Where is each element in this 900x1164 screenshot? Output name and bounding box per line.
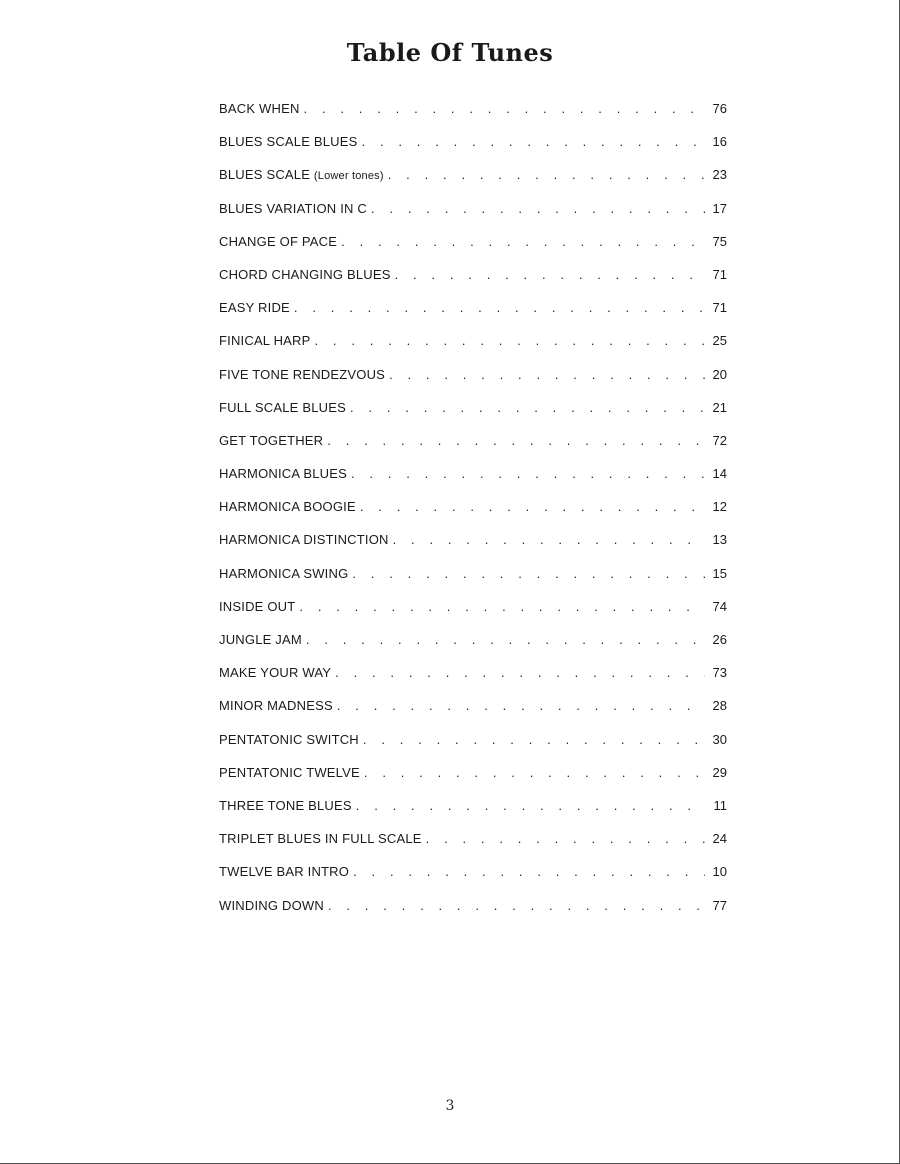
tune-title-text: THREE TONE BLUES: [219, 797, 352, 813]
tune-title: [219, 590, 299, 623]
dot-leader: [306, 623, 705, 656]
toc-entry: [219, 490, 727, 523]
tune-title: [219, 689, 337, 722]
tune-page-number: 11: [713, 797, 727, 813]
toc-entry: [219, 192, 727, 225]
tune-page-number: 71: [712, 266, 727, 282]
tune-title-text: HARMONICA BOOGIE: [219, 499, 356, 515]
tune-page-number: 13: [712, 532, 727, 548]
tune-page-number: 73: [712, 665, 727, 681]
tune-page-number: 29: [712, 764, 727, 780]
tune-page-number: 24: [712, 831, 727, 847]
tune-title-text: GET TOGETHER: [219, 432, 324, 448]
tune-title: [219, 855, 353, 888]
dot-leader: [337, 689, 705, 722]
tune-title-text: FULL SCALE BLUES: [219, 399, 346, 415]
dot-leader: [350, 391, 705, 424]
toc-entry: [219, 358, 727, 391]
tune-page-number: 12: [712, 499, 727, 515]
tune-page-number: 14: [712, 466, 727, 482]
toc-entry: [219, 92, 727, 125]
dot-leader: [362, 125, 705, 158]
toc-entry: [219, 125, 727, 158]
tune-title: [219, 490, 360, 523]
toc-entry: [219, 822, 727, 855]
dot-leader: [393, 523, 705, 556]
tune-title: [219, 92, 304, 125]
page-title: Table Of Tunes: [346, 38, 554, 67]
tune-title-text: HARMONICA SWING: [219, 565, 349, 581]
tune-title-text: TWELVE BAR INTRO: [219, 864, 350, 880]
tune-title: [219, 523, 393, 556]
dot-leader: [304, 92, 705, 125]
tune-title-text: TRIPLET BLUES IN FULL SCALE: [219, 831, 422, 847]
tune-page-number: 25: [712, 333, 727, 349]
toc-entry: [219, 656, 727, 689]
tune-title-text: HARMONICA BLUES: [219, 466, 347, 482]
tune-page-number: 30: [712, 731, 727, 747]
tune-title-text: PENTATONIC TWELVE: [219, 764, 360, 780]
tune-title: [219, 723, 363, 756]
dot-leader: [327, 424, 705, 457]
toc-entry: [219, 557, 727, 590]
tune-title: [219, 358, 389, 391]
dot-leader: [352, 557, 705, 590]
tune-title-text: BACK WHEN: [219, 101, 300, 116]
dot-leader: [388, 158, 705, 191]
dot-leader: [389, 358, 705, 391]
tune-title-text: INSIDE OUT: [219, 598, 296, 614]
tune-page-number: 21: [712, 399, 727, 415]
dot-leader: [395, 258, 705, 291]
tune-title-note: (Lower tones): [313, 170, 384, 183]
tune-title: [219, 557, 352, 590]
toc-entry: [219, 756, 727, 789]
tune-title: [219, 258, 395, 291]
page-number: 3: [445, 1098, 455, 1114]
toc-entry: [219, 457, 727, 490]
tune-page-number: 28: [712, 698, 727, 714]
tune-title: [219, 158, 388, 191]
toc-entry: [219, 291, 727, 324]
tune-page-number: 72: [712, 432, 727, 448]
tune-title: [219, 756, 364, 789]
tune-page-number: 74: [712, 598, 727, 614]
tune-title: [219, 822, 426, 855]
tune-title: [219, 889, 328, 922]
toc-entry: [219, 689, 727, 722]
dot-leader: [351, 457, 705, 490]
tune-title-text: WINDING DOWN: [219, 897, 324, 913]
toc-entry: [219, 391, 727, 424]
dot-leader: [426, 822, 705, 855]
tune-title: [219, 424, 327, 457]
dot-leader: [335, 656, 705, 689]
tune-title: [219, 789, 356, 822]
tune-title-text: FIVE TONE RENDEZVOUS: [219, 366, 386, 382]
tune-page-number: 16: [712, 134, 727, 150]
toc-entry: [219, 225, 727, 258]
toc-entry: [219, 623, 727, 656]
tune-title-text: CHORD CHANGING BLUES: [219, 266, 391, 282]
tune-title-text: EASY RIDE: [219, 300, 290, 316]
tune-title-text: FINICAL HARP: [219, 333, 311, 349]
dot-leader: [360, 490, 705, 523]
tune-title: [219, 623, 306, 656]
tune-title: [219, 125, 362, 158]
tune-title-text: BLUES SCALE: [219, 167, 311, 183]
tune-title-text: PENTATONIC SWITCH: [219, 731, 359, 747]
tune-title: [219, 225, 341, 258]
tune-page-number: 77: [712, 897, 727, 913]
toc-entry: [219, 590, 727, 623]
tune-title-text: HARMONICA DISTINCTION: [219, 532, 389, 548]
dot-leader: [315, 324, 706, 357]
tune-page-number: 26: [712, 632, 727, 647]
tune-title-text: JUNGLE JAM: [219, 632, 302, 647]
dot-leader: [353, 855, 705, 888]
dot-leader: [328, 889, 705, 922]
dot-leader: [341, 225, 705, 258]
tune-page-number: 23: [712, 167, 727, 183]
dot-leader: [356, 789, 705, 822]
tune-page-number: 15: [712, 565, 727, 581]
tune-page-number: 17: [712, 200, 727, 216]
tune-title-text: CHANGE OF PACE: [219, 233, 338, 249]
toc-entry: [219, 258, 727, 291]
toc-entry: [219, 889, 727, 922]
tune-page-number: 76: [712, 101, 727, 116]
dot-leader: [371, 192, 705, 225]
toc-entry: [219, 855, 727, 888]
toc-entry: [219, 723, 727, 756]
toc-entry: [219, 158, 727, 191]
tune-page-number: 71: [712, 300, 727, 316]
tune-title-text: BLUES SCALE BLUES: [219, 134, 358, 150]
table-of-tunes-list: [219, 92, 727, 922]
tune-title-text: BLUES VARIATION IN C: [219, 200, 367, 216]
dot-leader: [364, 756, 705, 789]
dot-leader: [363, 723, 705, 756]
tune-page-number: 75: [712, 233, 727, 249]
toc-entry: [219, 789, 727, 822]
toc-entry: [219, 523, 727, 556]
tune-title: [219, 324, 315, 357]
tune-title: [219, 192, 371, 225]
tune-page-number: 20: [712, 366, 727, 382]
toc-entry: [219, 324, 727, 357]
tune-title-text: MINOR MADNESS: [219, 698, 333, 714]
tune-title: [219, 457, 351, 490]
tune-title-text: MAKE YOUR WAY: [219, 665, 332, 681]
tune-title: [219, 656, 335, 689]
dot-leader: [299, 590, 705, 623]
toc-entry: [219, 424, 727, 457]
tune-title: [219, 391, 350, 424]
tune-page-number: 10: [712, 864, 727, 880]
dot-leader: [294, 291, 705, 324]
tune-title: [219, 291, 294, 324]
